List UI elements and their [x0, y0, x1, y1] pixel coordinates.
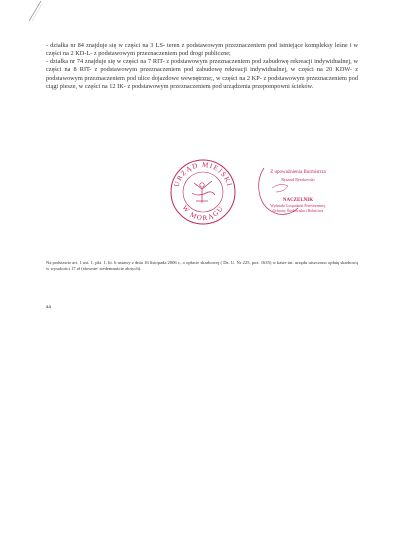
- signature-title: NACZELNIK: [282, 198, 314, 203]
- seal-text-bottom: W MORĄGU: [180, 203, 226, 223]
- signature-name: Ryszard Ryszkowski: [281, 177, 315, 182]
- signature-role: [248, 204, 348, 213]
- signature-block: [248, 170, 348, 230]
- fee-footnote: [46, 260, 358, 272]
- svg-text:URZĄD MIEJSKI: [173, 161, 234, 188]
- paragraph-plot-84: - działka nr 84 znajduje się w części na 3 LS- teren z podstawowym przeznaczeniem pod istniejące kompleksy leśne i w części na 2 KD-L- z podstawowym przeznaczeniem pod drogi publiczne;: [46, 42, 358, 58]
- signature-authorization: Z upoważnienia Burmistrza: [270, 170, 326, 175]
- paragraph-plot-74: - działka nr 74 znajduje się w części na 7 RIT- z podstawowym przeznaczeniem pod zabudowę rekreacji indywidualnej, w części na 8 RIT- z podstawowym przeznaczeniem pod zabudowę rekreacji indywidualnej, w części na 20 KDW- z podstawowym przeznaczeniem pod ulice dojazdowe wewnętrzne;, w części na 2 KP- z podstawowym przeznaczeniem pod ciągi piesze, w części na 12 IK- z podstawowym przeznaczeniem pod urządzenia przepompowni ścieków.: [46, 58, 358, 90]
- official-seal-stamp: [168, 157, 238, 227]
- clerk-initials: aa: [46, 304, 51, 310]
- seal-text-top: URZĄD MIEJSKI: [172, 160, 234, 188]
- fee-footnote-text: Na podstawie art. 1 ust. 1, pkt. 1, lit. b ustawy z dnia 16 listopada 2006 r., o opłacie skarbowej ( Dz. U. Nr 225, poz. 1635) w kasie tut. urzędu uiszczono opłatę skarbową w wysokości 17 zł (słownie: siedemnaście złotych).: [46, 260, 358, 272]
- scan-artifact-mark: [27, 0, 47, 22]
- signature-role-line-2: Ochrony Środowiska i Rolnictwa: [272, 208, 324, 213]
- signature-role-line-1: Wydziału Gospodarki Przestrzennej,: [270, 204, 326, 208]
- body-text: [46, 42, 358, 91]
